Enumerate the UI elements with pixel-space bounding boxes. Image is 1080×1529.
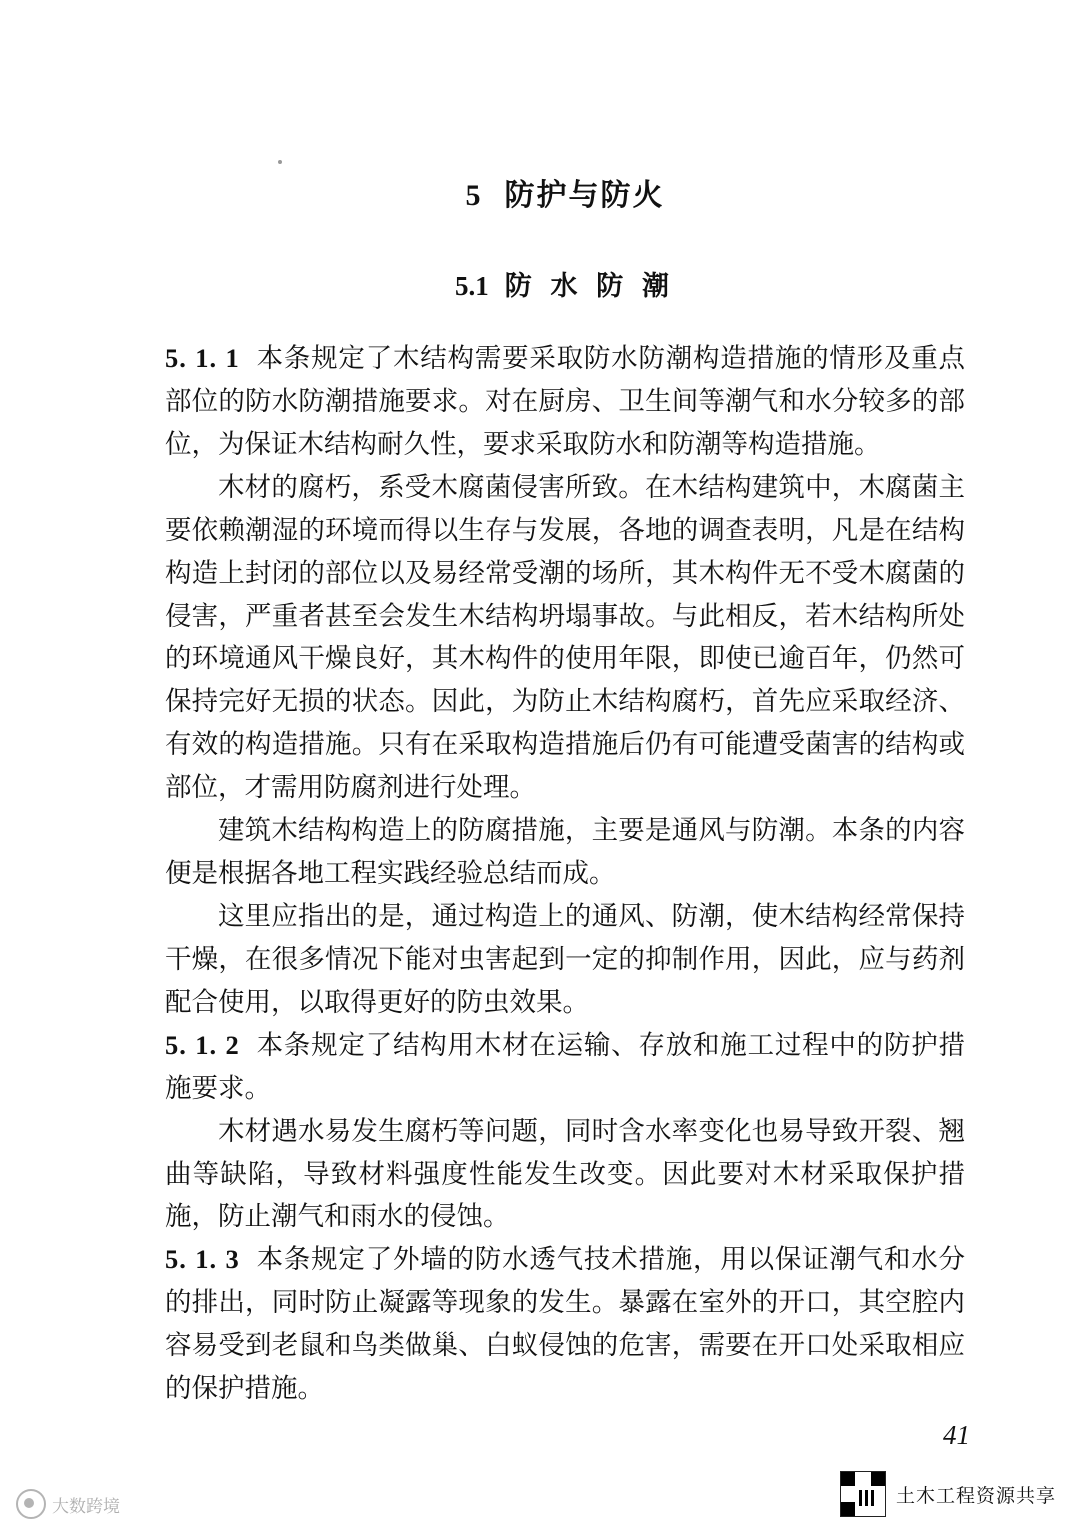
section-number: 5.1 [455, 271, 489, 301]
watermark [16, 1489, 120, 1519]
clause-number: 5. 1. 3 [165, 1244, 240, 1275]
watermark-logo-icon [16, 1489, 46, 1519]
page-number: 41 [943, 1420, 970, 1450]
chapter-number: 5 [465, 179, 483, 212]
paragraph-clause-511 [165, 337, 965, 466]
paragraph-body-1: 木材的腐朽，系受木腐菌侵害所致。在木结构建筑中，木腐菌主要依赖潮湿的环境而得以生存与发展，各地的调查表明，凡是在结构构造上封闭的部位以及易经常受潮的场所，其木构件无不受木腐菌的侵害，严重者甚至会发生木结构坍塌事故。与此相反，若木结构所处的环境通风干燥良好，其木构件的使用年限，即使已逾百年，仍然可保持完好无损的状态。因此，为防止木结构腐朽，首先应采取经济、有效的构造措施。只有在采取构造措施后仍有可能遭受菌害的结构或部位，才需用防腐剂进行处理。 [165, 471, 965, 803]
clause-number: 5. 1. 2 [165, 1029, 240, 1060]
section-heading [165, 264, 965, 303]
qr-code-icon [840, 1471, 886, 1517]
clause-text: 本条规定了木结构需要采取防水防潮构造措施的情形及重点部位的防水防潮措施要求。对在厨房、卫生间等潮气和水分较多的部位，为保证木结构耐久性，要求采取防水和防潮等构造措施。 [165, 343, 966, 459]
chapter-title-text: 防护与防火 [504, 179, 665, 212]
clause-number: 5. 1. 1 [165, 343, 240, 373]
page-speck [278, 160, 282, 164]
footer-badge-label: 土木工程资源共享 [895, 1485, 1056, 1507]
footer-qr-badge [834, 1467, 1062, 1521]
clause-text: 本条规定了外墙的防水透气技术措施，用以保证潮气和水分的排出，同时防止凝露等现象的发生。暴露在室外的开口，其空腔内容易受到老鼠和鸟类做巢、白蚁侵蚀的危害，需要在开口处采取相应的保护措施。 [165, 1244, 966, 1404]
watermark-label: 大数跨境 [52, 1496, 120, 1516]
paragraph-body-4: 木材遇水易发生腐朽等问题，同时含水率变化也易导致开裂、翘曲等缺陷，导致材料强度性能发生改变。因此要对木材采取保护措施，防止潮气和雨水的侵蚀。 [165, 1115, 965, 1232]
paragraph-clause-513 [165, 1238, 965, 1410]
paragraph-body-2: 建筑木结构构造上的防腐措施，主要是通风与防潮。本条的内容便是根据各地工程实践经验总结而成。 [165, 815, 965, 889]
paragraph-clause-512 [165, 1024, 965, 1110]
paragraph-body-3: 这里应指出的是，通过构造上的通风、防潮，使木结构经常保持干燥，在很多情况下能对虫害起到一定的抑制作用，因此，应与药剂配合使用，以取得更好的防虫效果。 [165, 900, 965, 1017]
page-content [165, 170, 965, 1410]
section-title-text: 防 水 防 潮 [504, 271, 675, 301]
chapter-heading [165, 170, 965, 214]
clause-text: 本条规定了结构用木材在运输、存放和施工过程中的防护措施要求。 [165, 1029, 966, 1103]
